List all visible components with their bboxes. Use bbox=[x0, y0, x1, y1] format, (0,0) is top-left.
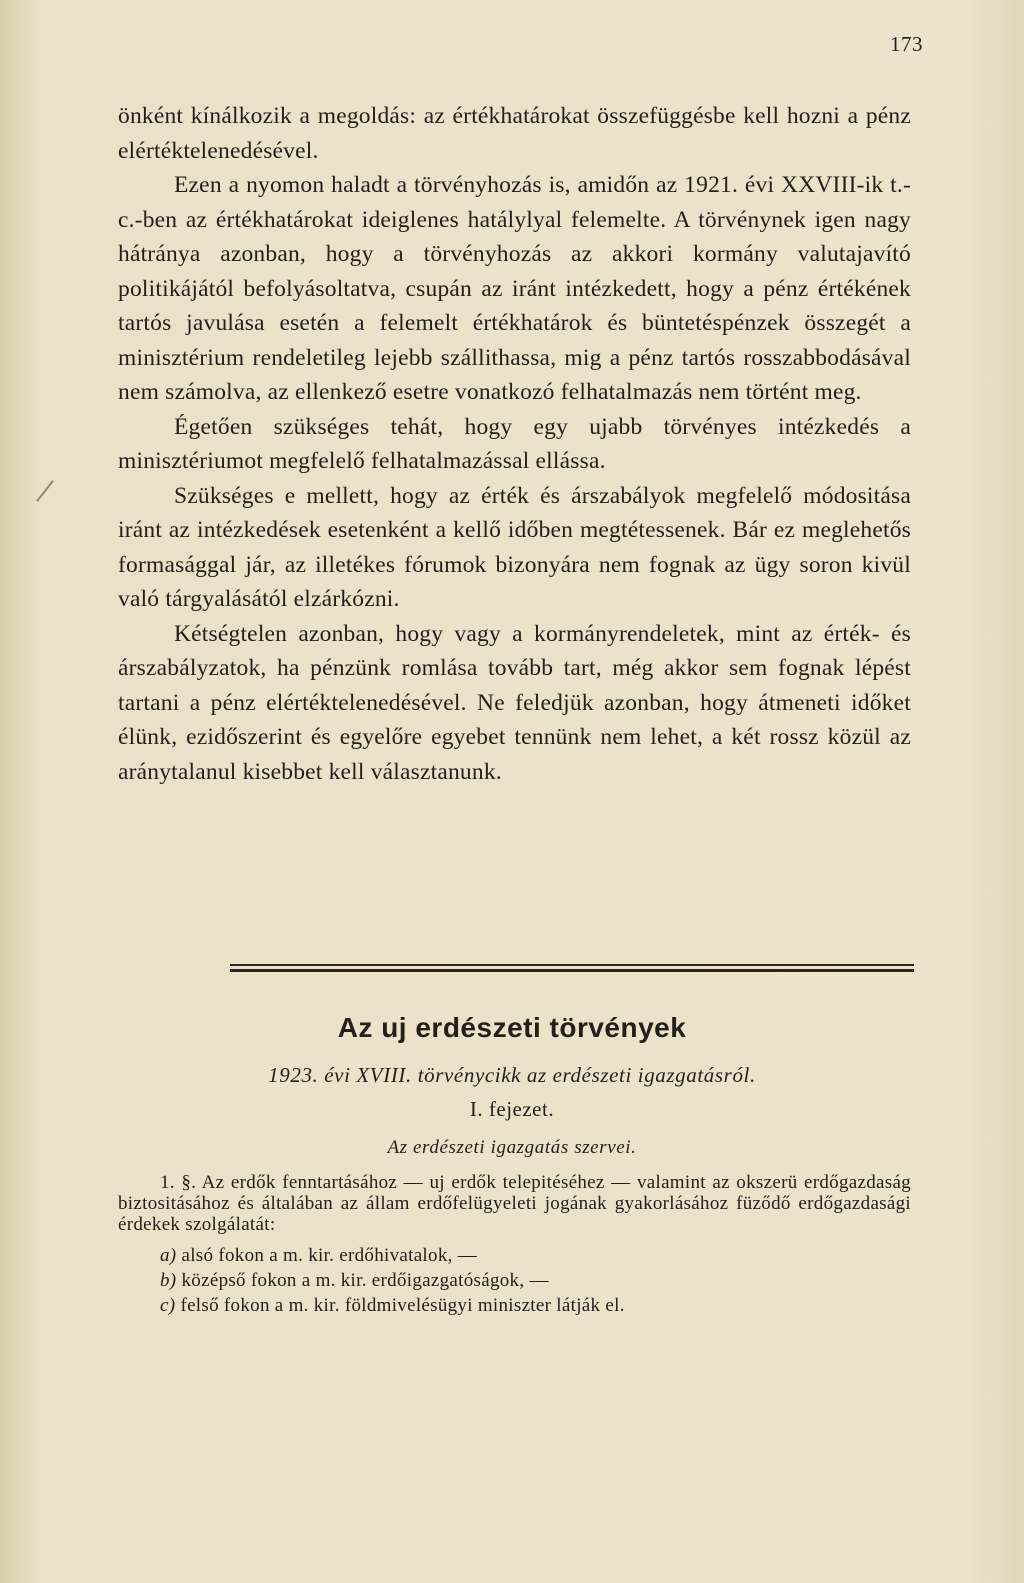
section-title: Az uj erdészeti törvények bbox=[337, 1012, 687, 1043]
law-list-item bbox=[118, 1268, 911, 1293]
paragraph: Ezen a nyomon haladt a törvényhozás is, amidőn az 1921. évi XXVIII-ik t.-c.-ben az értékhatárokat ideiglenes hatálylyal felemelte. A törvénynek igen nagy hátránya azonban, hogy a törvényhozás az akkori kormány valutajavító politikájától befolyásoltatva, csupán az iránt intézkedett, hogy a pénz értékének tartós javulása esetén a felemelt értékhatárok és büntetéspénzek összegét a minisztérium rendeletileg lejebb szállithassa, mig a pénz tartós rosszabbodásával nem számolva, az ellenkező esetre vonatkozó felhatalmazás nem történt meg. bbox=[118, 172, 911, 405]
margin-pencil-mark bbox=[36, 480, 54, 502]
paragraph-continuation: önként kínálkozik a megoldás: az értékhatárokat összefüggésbe kell hozni a pénz elértéktelenedésével. bbox=[118, 103, 911, 164]
section-divider-thick bbox=[230, 969, 914, 972]
list-item-text: középső fokon a m. kir. erdőigazgatóságok, — bbox=[181, 1270, 549, 1291]
law-list-item bbox=[118, 1243, 911, 1268]
chapter-subtitle: Az erdészeti igazgatás szervei. bbox=[387, 1137, 637, 1158]
chapter-heading: I. fejezet. bbox=[469, 1097, 555, 1121]
section-divider-thin bbox=[230, 964, 914, 966]
law-text bbox=[118, 1172, 911, 1318]
list-item-letter: b) bbox=[160, 1270, 177, 1291]
page-number: 173 bbox=[890, 32, 923, 56]
list-item-text: felső fokon a m. kir. földmivelésügyi miniszter látják el. bbox=[180, 1295, 625, 1316]
list-item-letter: a) bbox=[160, 1245, 177, 1266]
body-text bbox=[118, 99, 911, 789]
list-item-letter: c) bbox=[160, 1295, 176, 1316]
law-paragraph: 1. §. Az erdők fenntartásához — uj erdők telepitéséhez — valamint az okszerü erdőgazdaság biztositásához és általában az állam erdőfelügyeleti jogának gyakorlásához füződő erdőgazdasági érdekek szolgálatát: bbox=[118, 1172, 911, 1235]
law-list-item bbox=[118, 1293, 911, 1318]
paragraph: Kétségtelen azonban, hogy vagy a kormányrendeletek, mint az érték- és árszabályzatok, ha pénzünk romlása tovább tart, még akkor sem fognak lépést tartani a pénz elértéktelenedésével. Ne feledjük azonban, hogy átmeneti időket élünk, ezidőszerint és egyelőre egyebet tennünk nem lehet, a két rossz közül az aránytalanul kisebbet kell választanunk. bbox=[118, 620, 911, 785]
paragraph: Szükséges e mellett, hogy az érték és árszabályok megfelelő módositása iránt az intézkedések esetenként a kellő időben megtétessenek. Bár ez meglehetős formasággal jár, az illetékes fórumok bizonyára nem fognak az ügy soron kivül való tárgyalásától elzárkózni. bbox=[118, 482, 911, 612]
law-subtitle: 1923. évi XVIII. törvénycikk az erdészeti igazgatásról. bbox=[268, 1063, 756, 1087]
paragraph: Égetően szükséges tehát, hogy egy ujabb törvényes intézkedés a minisztériumot megfelelő felhatalmazással ellássa. bbox=[118, 413, 911, 474]
list-item-text: alsó fokon a m. kir. erdőhivatalok, — bbox=[181, 1245, 478, 1266]
